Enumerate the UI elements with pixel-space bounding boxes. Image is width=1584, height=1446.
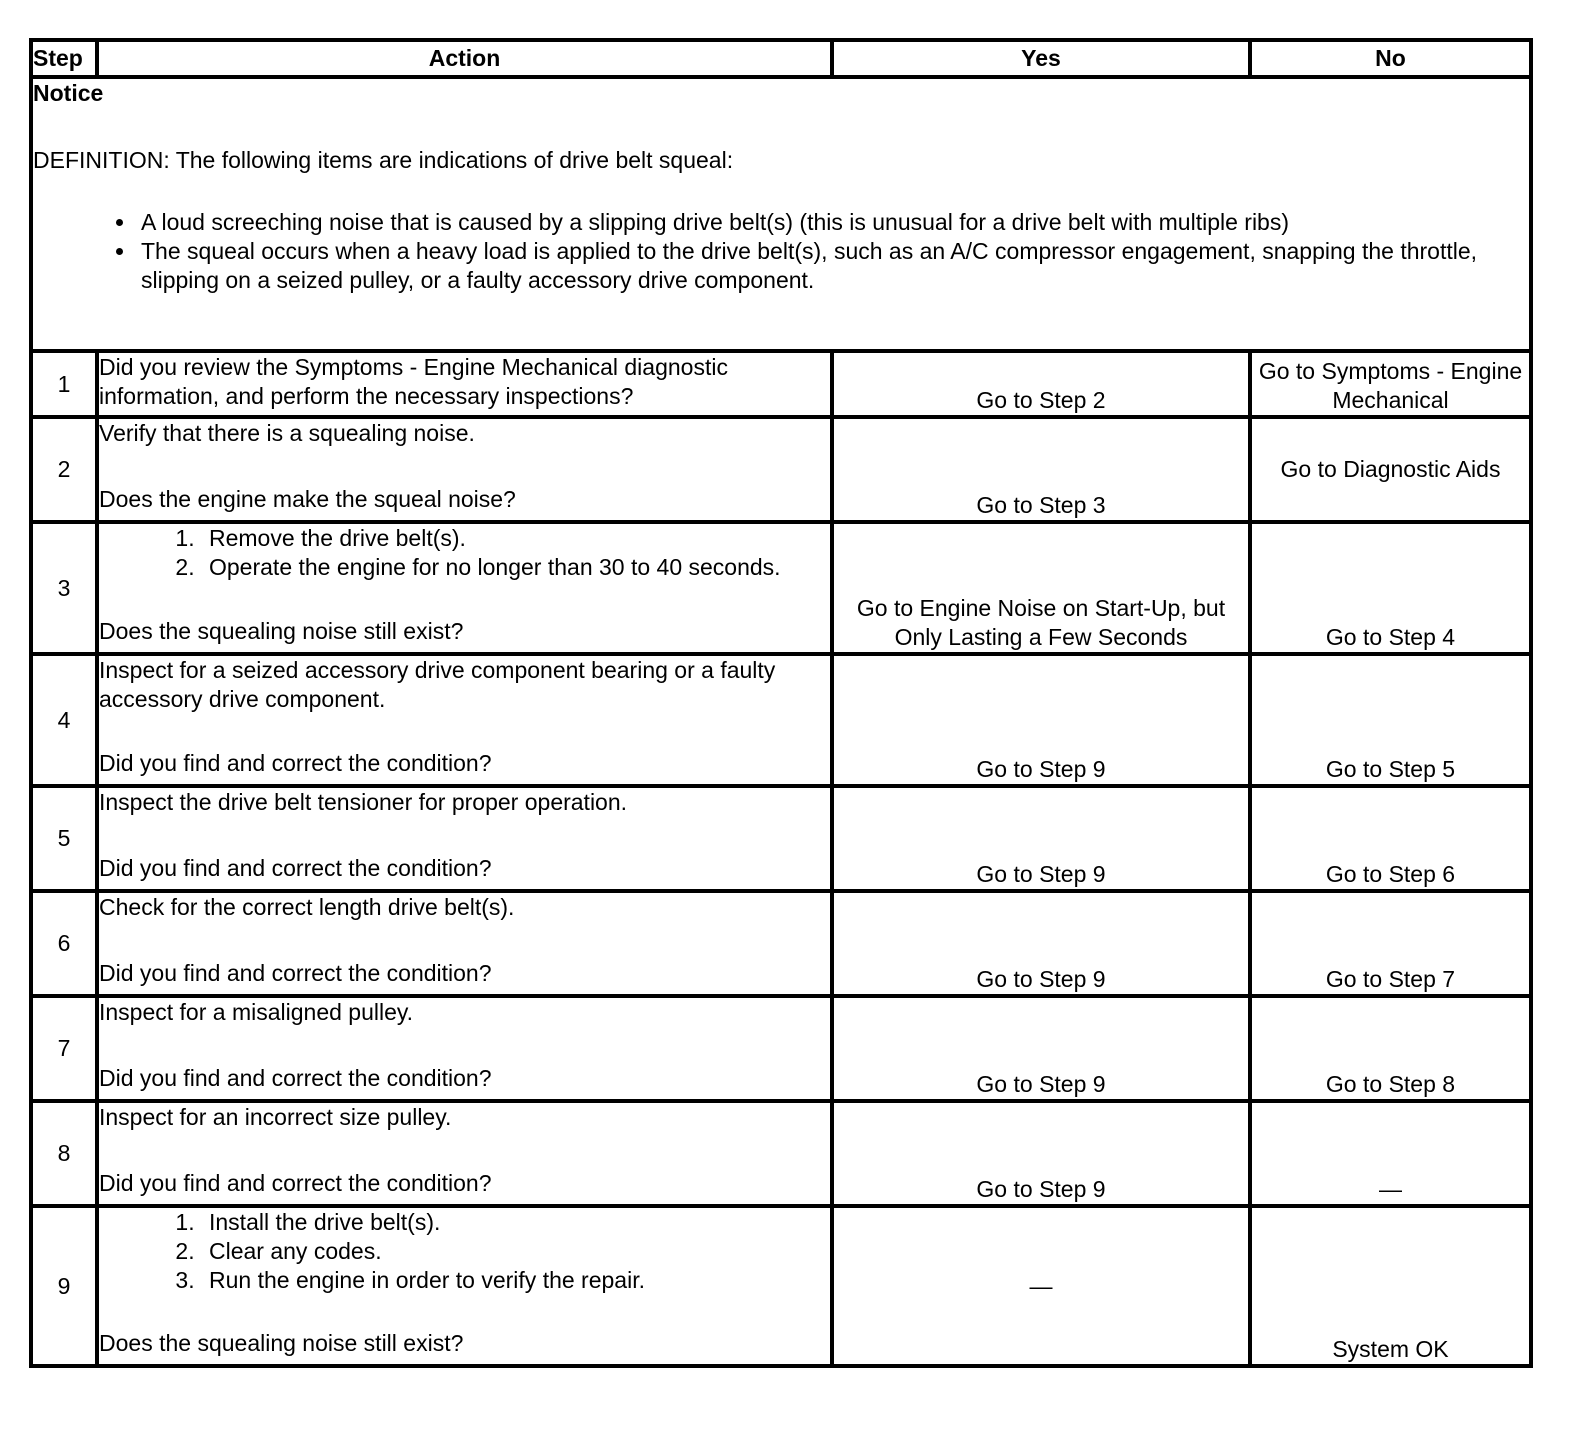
- step-number: 3: [31, 522, 97, 654]
- notice-definition: DEFINITION: The following items are indications of drive belt squeal:: [33, 147, 734, 173]
- step-question: Did you find and correct the condition?: [99, 750, 492, 776]
- notice-bullet: • A loud screeching noise that is caused by a slipping drive belt(s) (this is unusual for a drive belt with multiple ribs): [137, 208, 1529, 237]
- step-question: Did you find and correct the condition?: [99, 1170, 492, 1196]
- step-question: Does the squealing noise still exist?: [99, 1330, 464, 1356]
- notice-row: [31, 77, 1531, 351]
- step-no: Go to Step 8: [1250, 996, 1531, 1101]
- step-subitem: 1. Remove the drive belt(s).: [201, 524, 830, 553]
- step-action: [97, 891, 832, 996]
- step-no: Go to Step 7: [1250, 891, 1531, 996]
- step-question: Did you find and correct the condition?: [99, 855, 492, 881]
- step-action: [97, 996, 832, 1101]
- step-yes: Go to Step 9: [832, 786, 1250, 891]
- notice-bullets: [33, 208, 1529, 295]
- step-number: 4: [31, 654, 97, 786]
- step-instruction: Inspect for an incorrect size pulley.: [99, 1104, 452, 1130]
- step-row-6: [31, 891, 1531, 996]
- step-number: 2: [31, 417, 97, 522]
- step-subitem: 2. Clear any codes.: [201, 1237, 830, 1266]
- step-subitem: 3. Run the engine in order to verify the repair.: [201, 1266, 830, 1295]
- step-action: [97, 417, 832, 522]
- step-action: [97, 1206, 832, 1366]
- step-no: Go to Step 6: [1250, 786, 1531, 891]
- step-yes: Go to Step 2: [832, 351, 1250, 417]
- step-question: Did you find and correct the condition?: [99, 960, 492, 986]
- step-yes: Go to Step 9: [832, 891, 1250, 996]
- step-action: [97, 786, 832, 891]
- step-instruction: Inspect for a misaligned pulley.: [99, 999, 414, 1025]
- diagnostic-table-frame: [29, 38, 1529, 1368]
- step-action: Did you review the Symptoms - Engine Mechanical diagnostic information, and perform the necessary inspections?: [97, 351, 832, 417]
- step-no: System OK: [1250, 1206, 1531, 1366]
- step-row-1: [31, 351, 1531, 417]
- step-no: Go to Symptoms - Engine Mechanical: [1250, 351, 1531, 417]
- step-number: 5: [31, 786, 97, 891]
- step-subitem: 2. Operate the engine for no longer than 30 to 40 seconds.: [201, 553, 830, 582]
- step-row-9: [31, 1206, 1531, 1366]
- diagnostic-table: [29, 38, 1533, 1368]
- step-yes: Go to Step 3: [832, 417, 1250, 522]
- step-no: Go to Step 4: [1250, 522, 1531, 654]
- header-yes: Yes: [832, 40, 1250, 77]
- step-instruction: Check for the correct length drive belt(s).: [99, 894, 515, 920]
- notice-cell: [31, 77, 1531, 351]
- step-yes: Go to Engine Noise on Start-Up, but Only Lasting a Few Seconds: [832, 522, 1250, 654]
- step-row-5: [31, 786, 1531, 891]
- step-question: Does the engine make the squeal noise?: [99, 486, 516, 512]
- header-action: Action: [97, 40, 832, 77]
- notice-bullet: • The squeal occurs when a heavy load is applied to the drive belt(s), such as an A/C compressor engagement, snapping the throttle, slipping on a seized pulley, or a faulty accessory drive component.: [137, 237, 1529, 295]
- step-row-7: [31, 996, 1531, 1101]
- step-yes: Go to Step 9: [832, 1101, 1250, 1206]
- step-row-4: [31, 654, 1531, 786]
- step-row-8: [31, 1101, 1531, 1206]
- step-no: Go to Diagnostic Aids: [1250, 417, 1531, 522]
- header-step: Step: [31, 40, 97, 77]
- step-sublist: [99, 524, 830, 582]
- header-row: [31, 40, 1531, 77]
- step-yes: —: [832, 1206, 1250, 1366]
- step-yes: Go to Step 9: [832, 654, 1250, 786]
- notice-title: Notice: [33, 80, 104, 106]
- step-number: 8: [31, 1101, 97, 1206]
- step-instruction: Inspect the drive belt tensioner for proper operation.: [99, 789, 628, 815]
- step-instruction: Inspect for a seized accessory drive component bearing or a faulty accessory drive component.: [99, 657, 776, 712]
- step-question: Did you find and correct the condition?: [99, 1065, 492, 1091]
- step-question: Does the squealing noise still exist?: [99, 618, 464, 644]
- step-instruction: Verify that there is a squealing noise.: [99, 420, 475, 446]
- step-row-3: [31, 522, 1531, 654]
- step-action: [97, 1101, 832, 1206]
- step-yes: Go to Step 9: [832, 996, 1250, 1101]
- step-action: [97, 522, 832, 654]
- step-number: 7: [31, 996, 97, 1101]
- step-action: [97, 654, 832, 786]
- step-number: 9: [31, 1206, 97, 1366]
- step-number: 6: [31, 891, 97, 996]
- step-number: 1: [31, 351, 97, 417]
- step-row-2: [31, 417, 1531, 522]
- header-no: No: [1250, 40, 1531, 77]
- step-no: Go to Step 5: [1250, 654, 1531, 786]
- step-subitem: 1. Install the drive belt(s).: [201, 1208, 830, 1237]
- step-sublist: [99, 1208, 830, 1295]
- step-no: —: [1250, 1101, 1531, 1206]
